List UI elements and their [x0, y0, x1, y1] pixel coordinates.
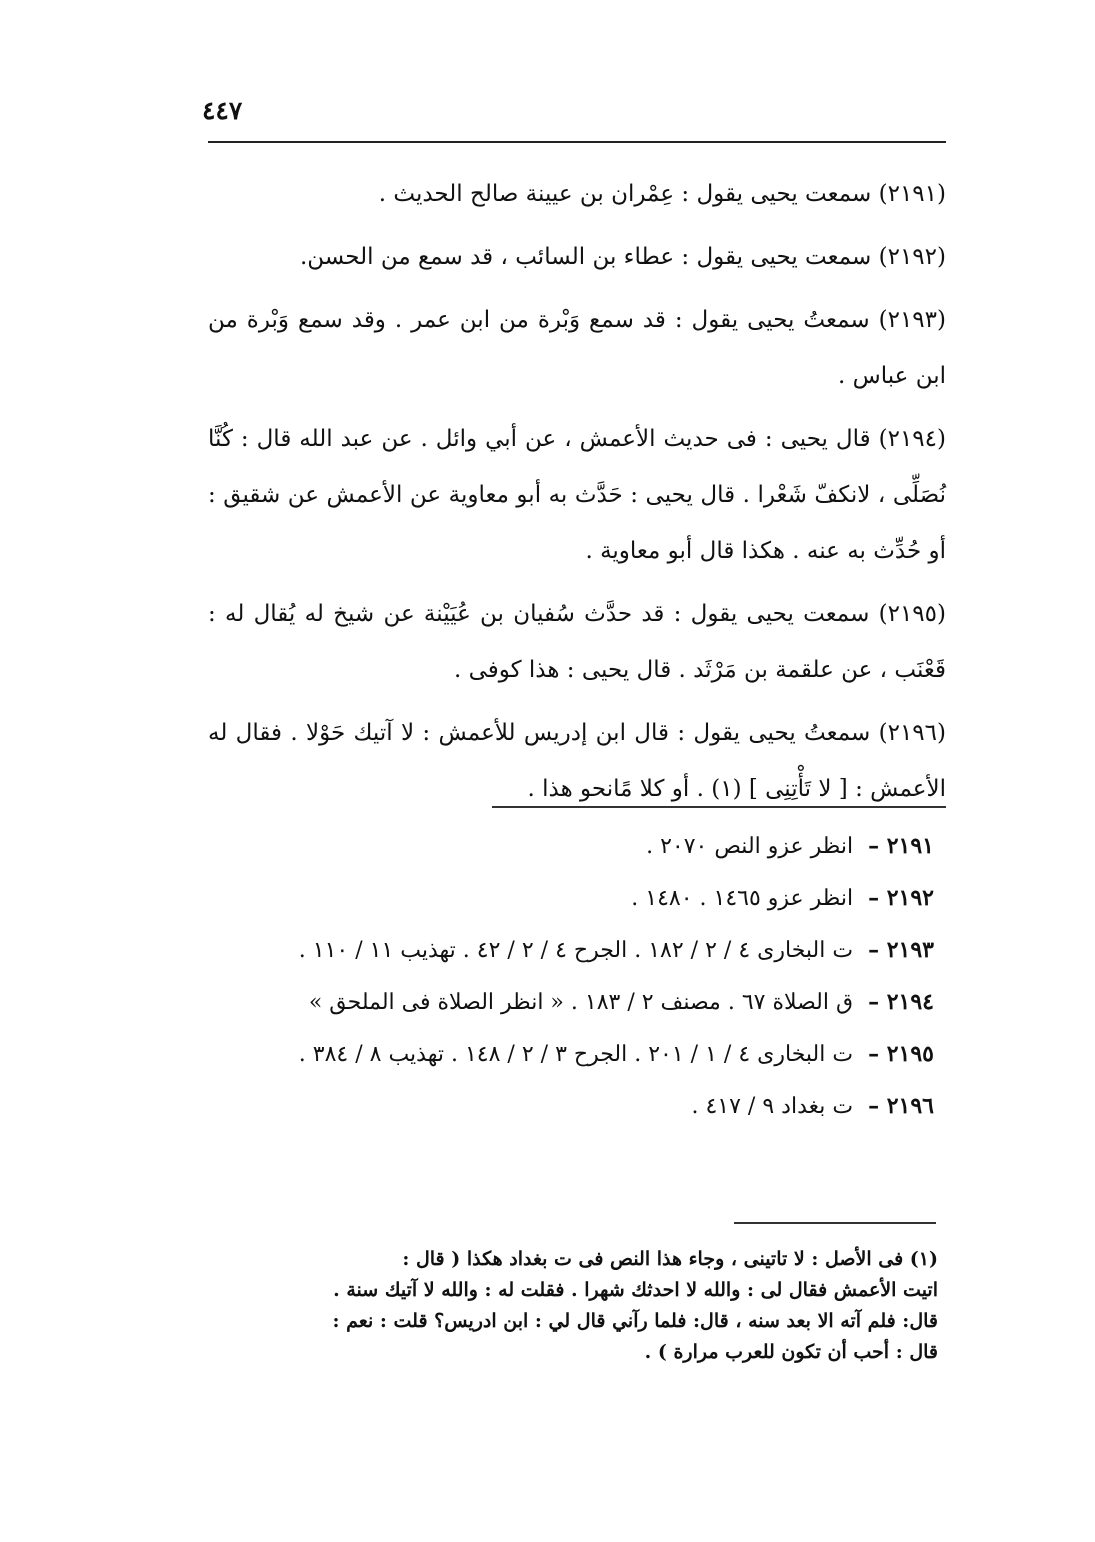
entry-2196: [208, 705, 946, 817]
note-2193: [214, 926, 934, 975]
entry-2195: [208, 586, 946, 698]
footnote-line: قال : أحب أن تكون للعرب مرارة ) .: [644, 1341, 938, 1363]
entry-text: (٢١٩٥) سمعت يحيى يقول : قد حدَّث سُفيان بن عُيَيْنة عن شيخ له يُقال له : قَعْنَب ، عن علقمة بن مَرْثَد . قال يحيى : هذا كوفى .: [208, 601, 946, 683]
note-2194: [214, 978, 934, 1027]
note-number: ٢١٩٦ –: [868, 1093, 934, 1119]
entry-text: (٢١٩٦) سمعتُ يحيى يقول : قال ابن إدريس للأعمش : لا آتيك حَوْلا . فقال له الأعمش : [ لا تَأْتِنِى ] (١) . أو كلا مًانحو هذا .: [208, 720, 946, 802]
header-divider: [208, 141, 946, 143]
note-number: ٢١٩٤ –: [868, 989, 934, 1015]
note-text: ت بغداد ٩ / ٤١٧ .: [691, 1094, 854, 1119]
note-text: ت البخارى ٤ / ٢ / ١٨٢ . الجرح ٤ / ٢ / ٤٢ . تهذيب ١١ / ١١٠ .: [298, 938, 854, 963]
footnote: [220, 1244, 938, 1368]
footnote-line: قال: فلم آته الا بعد سنه ، قال: فلما رآني قال لي : ابن ادريس؟ قلت : نعم :: [332, 1310, 938, 1332]
page-number: ٤٤٧: [202, 96, 243, 125]
note-number: ٢١٩٥ –: [868, 1041, 934, 1067]
note-number: ٢١٩١ –: [868, 833, 934, 859]
note-text: ت البخارى ٤ / ١ / ٢٠١ . الجرح ٣ / ٢ / ١٤٨ . تهذيب ٨ / ٣٨٤ .: [298, 1042, 854, 1067]
note-number: ٢١٩٣ –: [868, 937, 934, 963]
notes-divider: [492, 806, 946, 808]
footnote-divider: [734, 1222, 936, 1224]
entry-text: (٢١٩١) سمعت يحيى يقول : عِمْران بن عيينة صالح الحديث .: [378, 181, 946, 207]
entry-text: (٢١٩٢) سمعت يحيى يقول : عطاء بن السائب ، قد سمع من الحسن.: [299, 244, 946, 270]
footnote-line: اتيت الأعمش فقال لى : والله لا احدثك شهرا . فقلت له : والله لا آتيك سنة .: [333, 1279, 938, 1301]
reference-notes: [214, 822, 934, 1134]
note-2195: [214, 1030, 934, 1079]
note-2191: [214, 822, 934, 871]
note-number: ٢١٩٢ –: [868, 885, 934, 911]
entry-2192: [208, 229, 946, 285]
note-text: انظر عزو النص ٢٠٧٠ .: [646, 834, 854, 859]
note-text: انظر عزو ١٤٦٥ . ١٤٨٠ .: [631, 886, 854, 911]
note-2192: [214, 874, 934, 923]
main-text: [208, 166, 946, 824]
entry-2191: [208, 166, 946, 222]
entry-text: (٢١٩٣) سمعتُ يحيى يقول : قد سمع وَبْرة من ابن عمر . وقد سمع وَبْرة من ابن عباس .: [208, 307, 946, 389]
entry-2193: [208, 292, 946, 404]
footnote-line: (١) فى الأصل : لا تاتينى ، وجاء هذا النص فى ت بغداد هكذا ( قال :: [402, 1248, 938, 1270]
entry-text: (٢١٩٤) قال يحيى : فى حديث الأعمش ، عن أبي وائل . عن عبد الله قال : كُنَّا نُصَلِّى ، لانكفّ شَعْرا . قال يحيى : حَدَّث به أبو معاوية عن الأعمش عن شقيق : أو حُدِّث به عنه . هكذا قال أبو معاوية .: [208, 426, 946, 564]
note-2196: [214, 1082, 934, 1131]
entry-2194: [208, 411, 946, 579]
note-text: ق الصلاة ٦٧ . مصنف ٢ / ١٨٣ . « انظر الصلاة فى الملحق »: [308, 990, 854, 1015]
